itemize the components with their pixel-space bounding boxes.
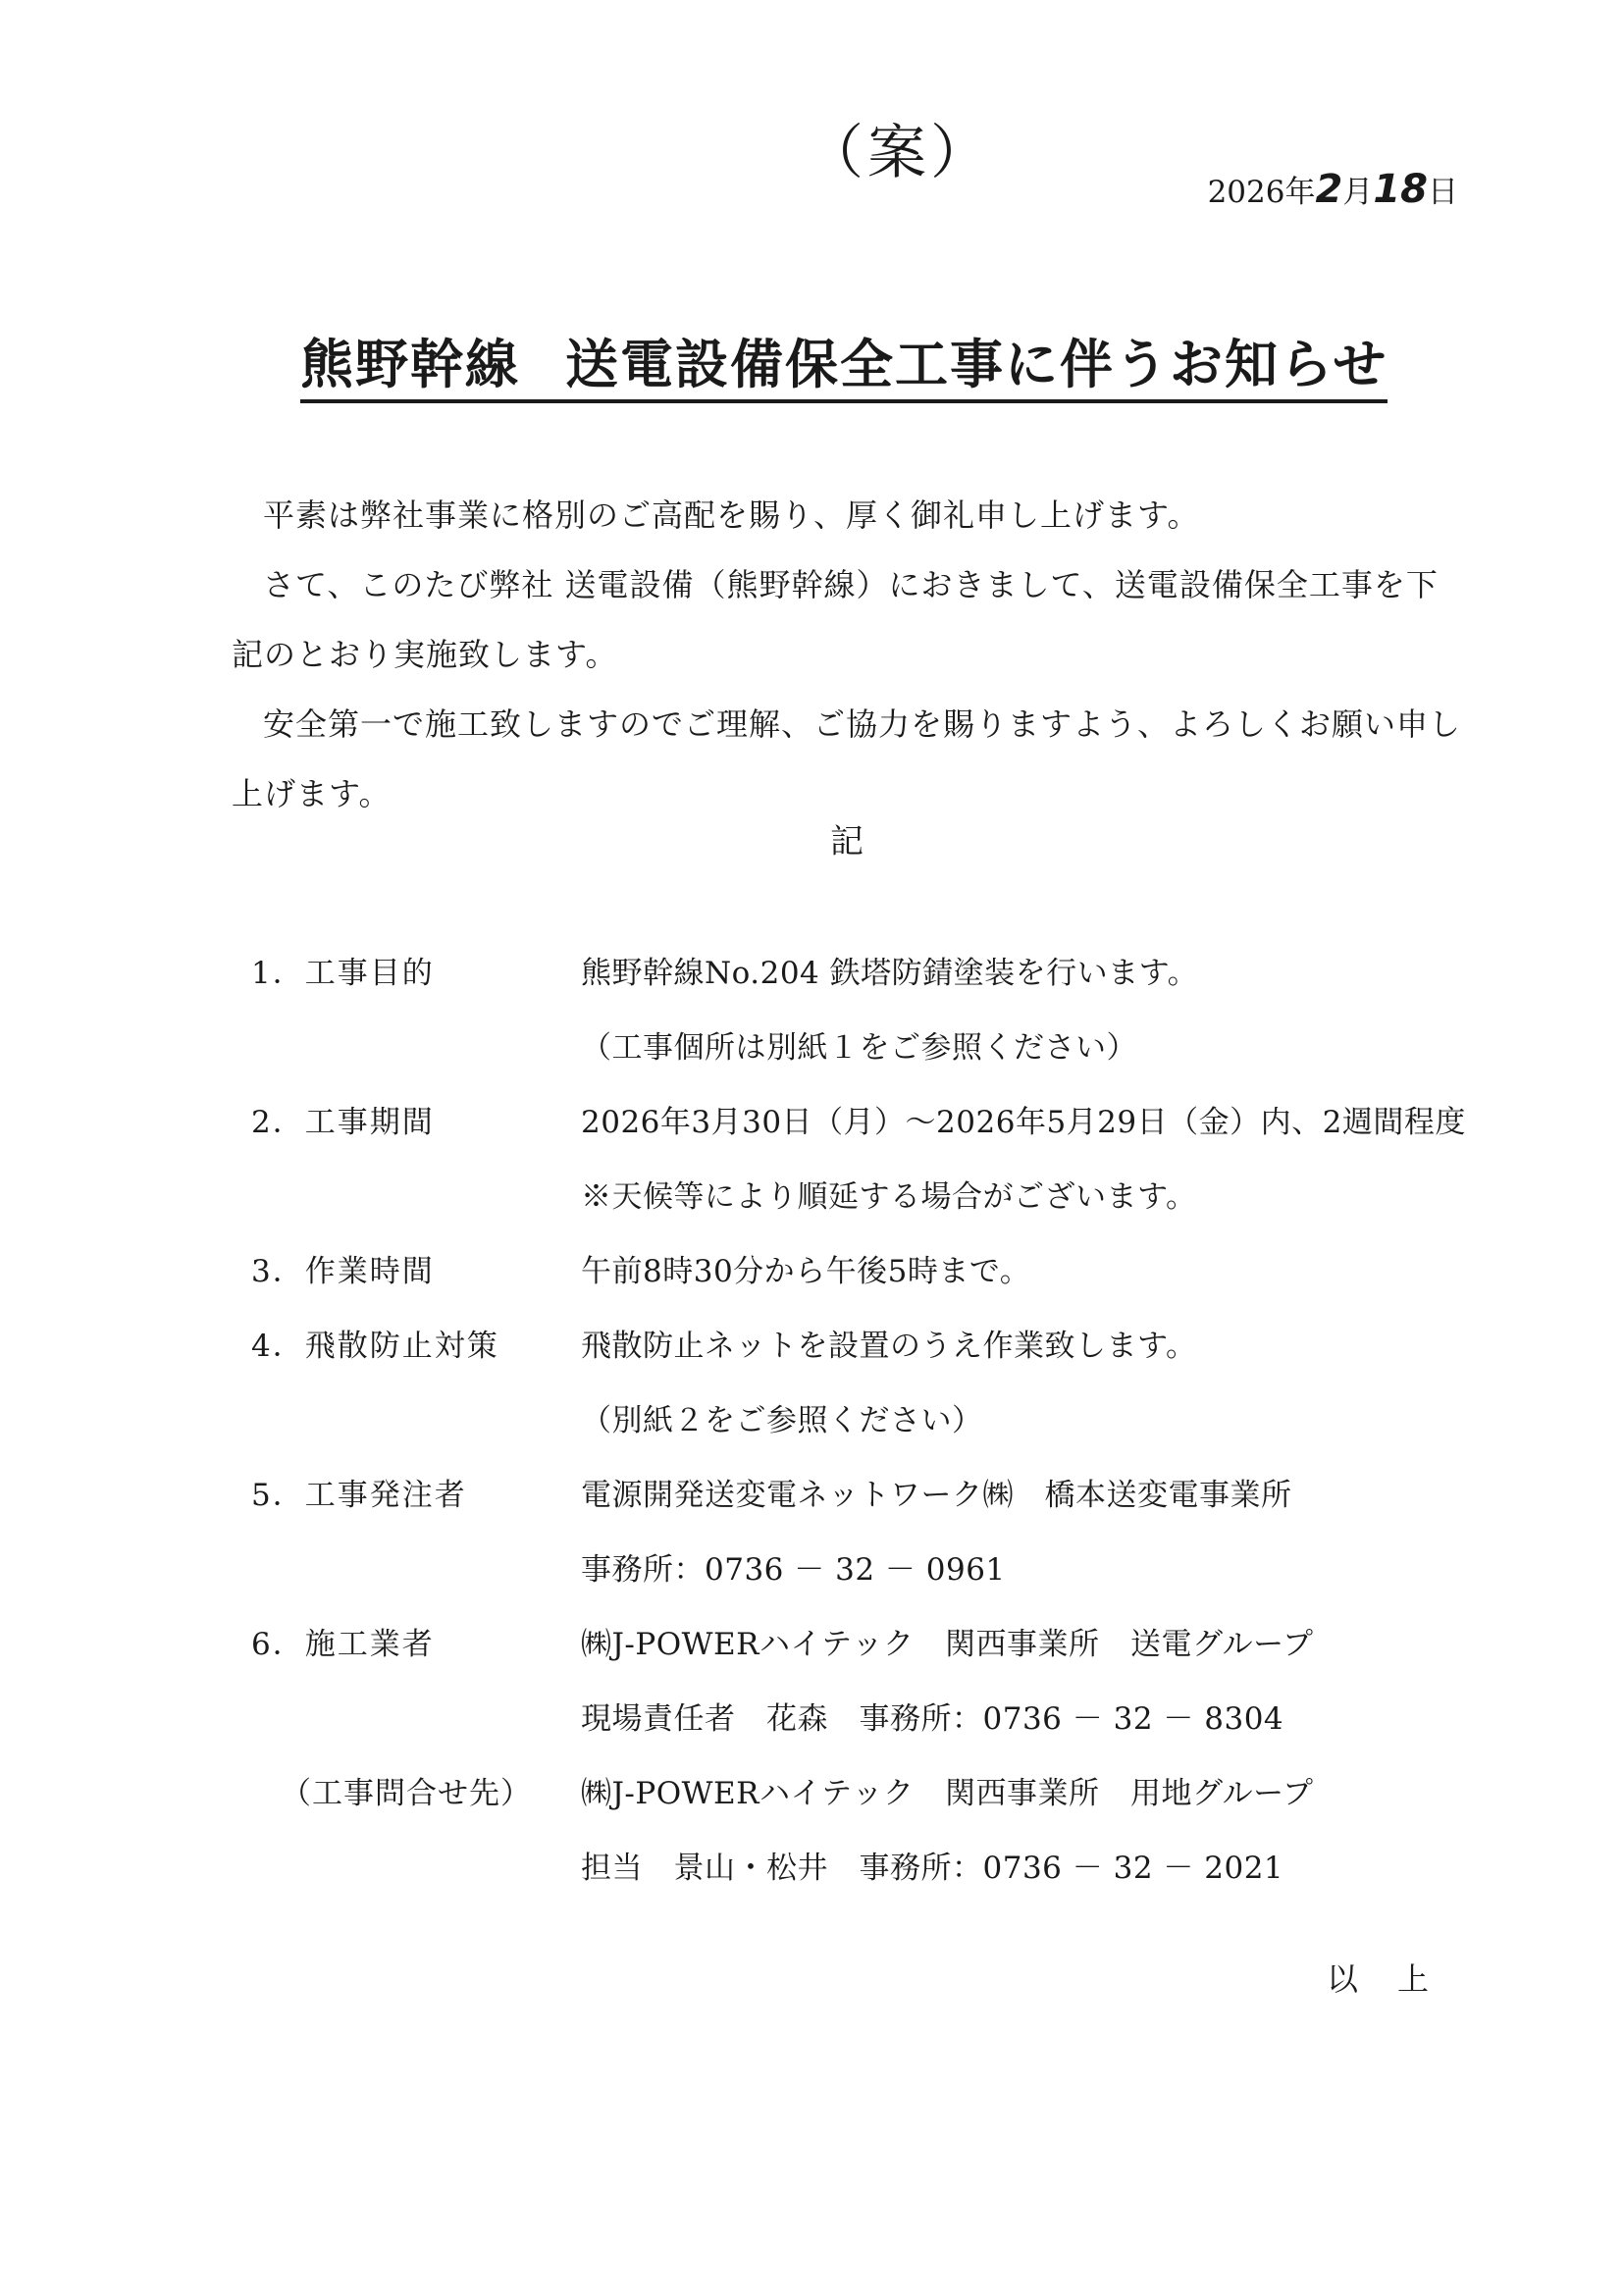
- detail-row-scatter-note: [251, 1380, 1488, 1454]
- detail-row-contractor: [251, 1603, 1488, 1678]
- scatter-value: 飛散防止ネットを設置のうえ作業致します。: [581, 1328, 1197, 1364]
- scatter-label: 4．飛散防止対策: [251, 1328, 499, 1364]
- detail-row-hours: [251, 1230, 1488, 1305]
- date-day-handwritten: 18: [1373, 167, 1428, 212]
- detail-row-purpose-note: [251, 1007, 1488, 1081]
- details-list: [251, 932, 1488, 1902]
- date-month-unit: 月: [1342, 175, 1374, 210]
- date-month-handwritten: 2: [1315, 167, 1343, 212]
- purpose-value: 熊野幹線No.204 鉄塔防錆塗装を行います。: [581, 955, 1199, 991]
- date-day-unit: 日: [1428, 175, 1458, 210]
- greeting-text: 平素は弊社事業に格別のご高配を賜り、厚く御礼申し上げます。: [263, 496, 1200, 534]
- purpose-label: 1．工事目的: [251, 955, 435, 991]
- contractor-label: 6．施工業者: [251, 1626, 435, 1662]
- record-heading: 記: [830, 822, 864, 861]
- announcement-paragraph: [232, 550, 1468, 690]
- inquiry-person: 担当 景山・松井 事務所：0736 － 32 － 2021: [581, 1850, 1284, 1886]
- inquiry-value: ㈱J-POWERハイテック 関西事業所 用地グループ: [581, 1775, 1314, 1811]
- detail-row-purpose: [251, 932, 1488, 1007]
- detail-row-scatter: [251, 1305, 1488, 1380]
- period-note: ※天候等により順延する場合がございます。: [581, 1178, 1197, 1215]
- contractor-value: ㈱J-POWERハイテック 関西事業所 送電グループ: [581, 1626, 1314, 1662]
- detail-row-orderer: [251, 1454, 1488, 1529]
- draft-mark: （案）: [805, 119, 993, 187]
- request-paragraph: [232, 690, 1468, 829]
- period-value: 2026年3月30日（月）～2026年5月29日（金）内、2週間程度: [581, 1104, 1466, 1140]
- orderer-value: 電源開発送変電ネットワーク㈱ 橋本送変電事業所: [581, 1477, 1292, 1513]
- request-text: 安全第一で施工致しますのでご理解、ご協力を賜りますよう、よろしくお願い申し上げます。: [232, 705, 1462, 812]
- detail-row-orderer-phone: [251, 1529, 1488, 1603]
- detail-row-period: [251, 1081, 1488, 1156]
- period-label: 2．工事期間: [251, 1104, 435, 1140]
- orderer-label: 5．工事発注者: [251, 1477, 467, 1513]
- hours-value: 午前8時30分から午後5時まで。: [581, 1253, 1031, 1289]
- purpose-note: （工事個所は別紙１をご参照ください）: [581, 1029, 1137, 1066]
- title-line-name: 熊野幹線: [300, 334, 520, 395]
- closing-mark: 以上: [1326, 1960, 1468, 1998]
- scatter-note: （別紙２をご参照ください）: [581, 1402, 983, 1438]
- document-date: [1208, 167, 1458, 212]
- orderer-phone: 事務所：0736 － 32 － 0961: [581, 1551, 1006, 1588]
- inquiry-label: （工事問合せ先）: [281, 1775, 532, 1811]
- detail-row-inquiry: [251, 1752, 1488, 1827]
- greeting-paragraph: [232, 481, 1468, 550]
- detail-row-inquiry-person: [251, 1827, 1488, 1902]
- announcement-text: さて、このたび弊社 送電設備（熊野幹線）におきまして、送電設備保全工事を下記のとおり実施致します。: [232, 566, 1439, 673]
- date-year: 2026年: [1207, 175, 1316, 210]
- hours-label: 3．作業時間: [251, 1253, 435, 1289]
- title-subject: 送電設備保全工事に伴うお知らせ: [565, 334, 1388, 395]
- detail-row-period-note: [251, 1156, 1488, 1230]
- contractor-person: 現場責任者 花森 事務所：0736 － 32 － 8304: [581, 1700, 1284, 1737]
- detail-row-contractor-person: [251, 1678, 1488, 1752]
- notice-title: [300, 334, 1387, 403]
